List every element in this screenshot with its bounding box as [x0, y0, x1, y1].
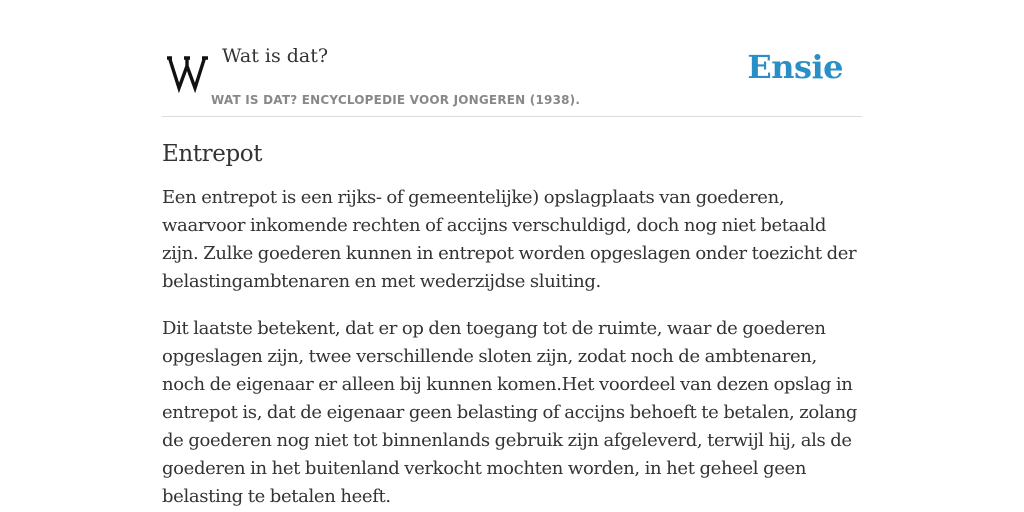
article-paragraph: Dit laatste betekent, dat er op den toegang tot de ruimte, waar de goederen opgeslagen zijn, twee verschillende sloten zijn, zodat noch de ambtenaren, noch de eigenaar er alleen bij kunnen komen.Het voordeel van dezen opslag in entrepot is, dat de eigenaar geen belasting of accijns behoeft te betalen, zolang de goederen nog niet tot binnenlands gebruik zijn afgeleverd, terwijl hij, als de goederen in het buitenland verkocht mochten worden, in het geheel geen belasting te betalen heeft. [162, 318, 858, 507]
brand-logo-link[interactable]: Ensie [747, 48, 843, 86]
article-content [162, 138, 862, 512]
article-paragraph: Een entrepot is een rijks- of gemeentelijke) opslagplaats van goederen, waarvoor inkomende rechten of accijns verschuldigd, doch nog niet betaald zijn. Zulke goederen kunnen in entrepot worden opgeslagen onder toezicht der belastingambtenaren en met wederzijdse sluiting. [162, 187, 857, 292]
header [162, 0, 862, 117]
wikisource-w-icon[interactable] [164, 48, 210, 94]
site-subtitle: WAT IS DAT? ENCYCLOPEDIE VOOR JONGEREN (1938). [211, 93, 581, 107]
site-title-link[interactable]: Wat is dat? [222, 45, 329, 67]
article-title: Entrepot [162, 141, 263, 167]
